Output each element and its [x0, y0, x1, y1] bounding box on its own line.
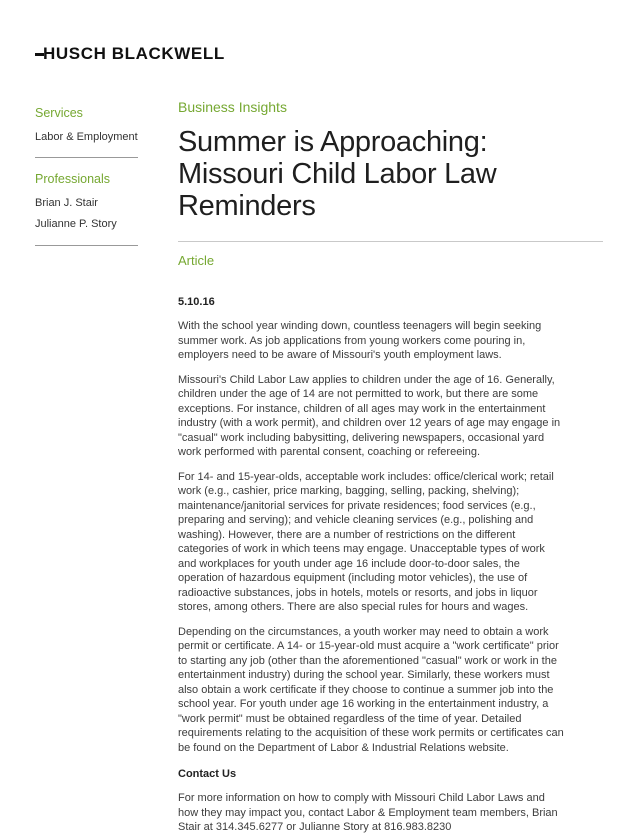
article-paragraph-1: With the school year winding down, countless teenagers will begin seeking summer work. As job applications from young workers come pouring in, employers need to be aware of Missouri's youth employment laws.: [178, 320, 542, 362]
article-date: 5.10.16: [178, 296, 215, 309]
article-paragraph-2: Missouri's Child Labor Law applies to children under the age of 16. Generally, children under the age of 14 are not permitted to work, but there are some exceptions. For instance, children of all ages may work in the entertainment industry (with a work permit), and children over 12 years of age may engage in "casual" work including babysitting, delivering newspapers, occasional yard work performed with parental consent, coaching or refereeing.: [178, 373, 561, 459]
business-insights-link[interactable]: Business Insights: [178, 99, 287, 115]
sidebar-item-julianne-story[interactable]: Julianne P. Story: [35, 218, 117, 230]
title-divider: [178, 241, 603, 242]
content-area: [35, 99, 603, 835]
page-title: [178, 126, 603, 222]
sidebar-divider: [35, 157, 138, 158]
article-main: [178, 99, 603, 835]
article-paragraph-4: Depending on the circumstances, a youth worker may need to obtain a work permit or certificate. A 14- or 15-year-old must acquire a "work certificate" prior to starting any job (other than the aforementioned "casual" work or work in the entertainment industry) during the school year. Similarly, these workers must also obtain a work certificate if they choose to continue a summer job into the school year. For youth under age 16 working in the entertainment industry, a "work permit" must be obtained regardless of the time of year. Detailed requirements relating to the acquisition of these work permits or certificates can be found on the Department of Labor & Industrial Relations website.: [178, 625, 564, 754]
logo-text: HUSCH BLACKWELL: [43, 44, 225, 63]
sidebar: [35, 99, 138, 835]
sidebar-divider: [35, 245, 138, 246]
services-heading: Services: [35, 106, 83, 120]
article-type-label: Article: [178, 253, 215, 269]
contact-us-heading: Contact Us: [178, 768, 237, 781]
sidebar-item-labor-employment[interactable]: Labor & Employment: [35, 131, 138, 143]
page-title-line-2: Missouri Child Labor Law: [178, 158, 497, 190]
professionals-heading: Professionals: [35, 172, 111, 186]
contact-section: [178, 791, 603, 835]
sidebar-item-brian-stair[interactable]: Brian J. Stair: [35, 197, 98, 209]
article-body: [178, 319, 603, 755]
contact-paragraph: For more information on how to comply with Missouri Child Labor Laws and how they may impact you, contact Labor & Employment team members, Brian Stair at 314.345.6277 or Julianne Story at 816.983.8230: [178, 792, 558, 834]
article-paragraph-3: For 14- and 15-year-olds, acceptable work includes: office/clerical work; retail work (e.g., cashier, price marking, bagging, selling, packing, shelving); maintenance/janitorial services for private residences; food services (e.g., preparing and serving); and vehicle cleaning services (e.g., polishing and washing). However, there are a number of restrictions on the different categories of work in which teens may engage. Unacceptable types of work and workplaces for youth under age 16 include door-to-door sales, the operation of hazardous equipment (including motor vehicles), the use of radioactive substances, jobs in hotels, motels or resorts, and jobs in liquor stores, among others. There are also special rules for hours and wages.: [178, 470, 554, 614]
page-title-line-3: Reminders: [178, 190, 316, 222]
page-title-line-1: Summer is Approaching:: [178, 126, 488, 158]
husch-blackwell-logo[interactable]: [35, 45, 603, 62]
